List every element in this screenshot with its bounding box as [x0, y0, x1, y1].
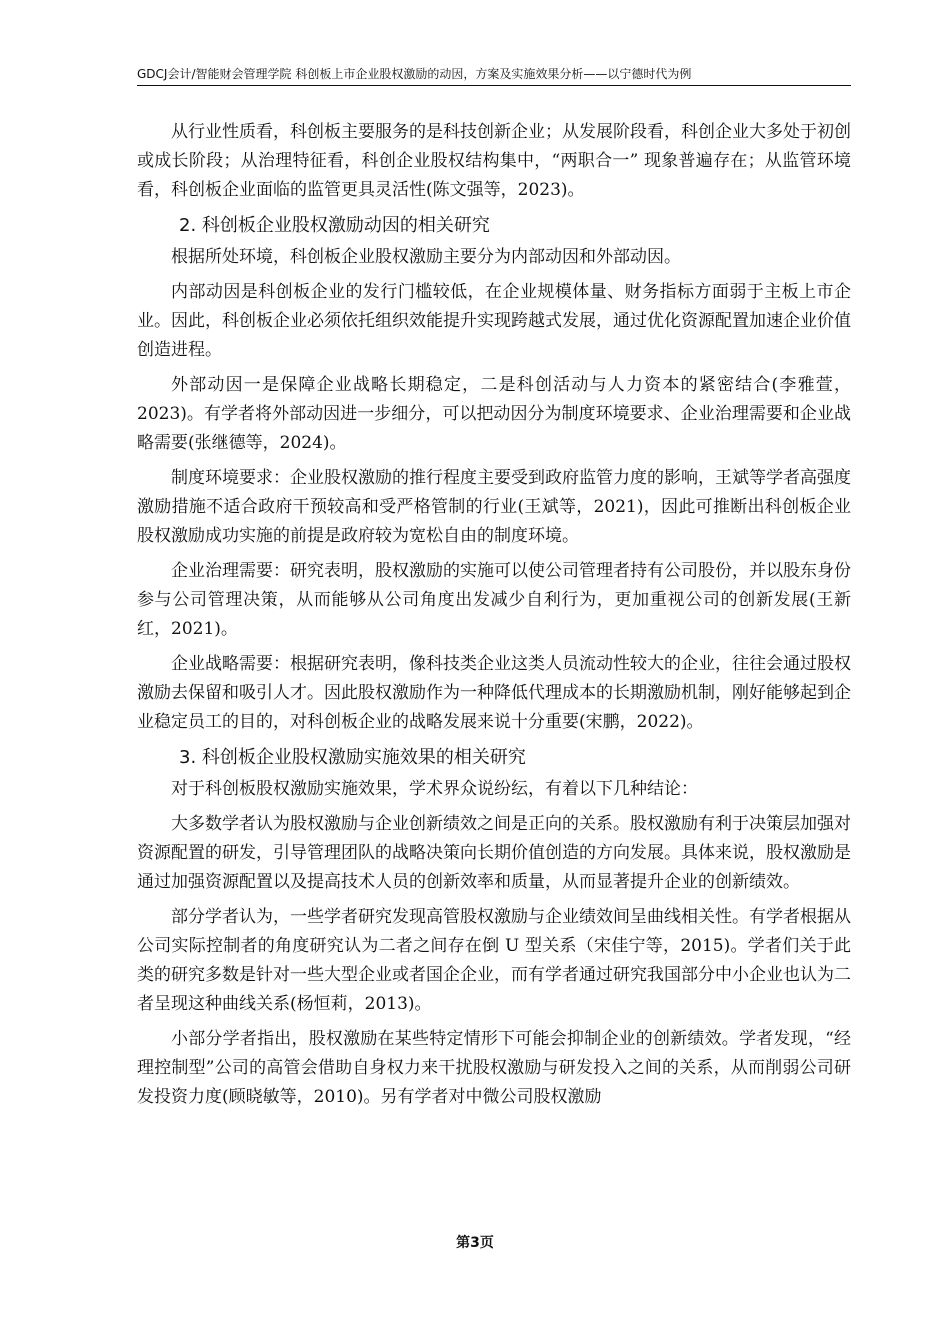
header-divider	[137, 85, 851, 86]
paragraph: 外部动因一是保障企业战略长期稳定，二是科创活动与人力资本的紧密结合(李雅萱，2023)。有学者将外部动因进一步细分，可以把动因分为制度环境要求、企业治理需要和企业战略需要(张继德等，2024)。	[137, 375, 851, 453]
paragraph: 企业战略需要：根据研究表明，像科技类企业这类人员流动性较大的企业，往往会通过股权激励去保留和吸引人才。因此股权激励作为一种降低代理成本的长期激励机制，刚好能够起到企业稳定员工的目的，对科创板企业的战略发展来说十分重要(宋鹏，2022)。	[137, 654, 851, 732]
running-header: GDCJ会计/智能财会管理学院 科创板上市企业股权激励的动因，方案及实施效果分析——以宁德时代为例	[137, 67, 692, 81]
paragraph: 根据所处环境，科创板企业股权激励主要分为内部动因和外部动因。	[171, 247, 681, 267]
document-body	[137, 118, 851, 1118]
section-heading: 3. 科创板企业股权激励实施效果的相关研究	[179, 747, 526, 768]
paragraph: 大多数学者认为股权激励与企业创新绩效之间是正向的关系。股权激励有利于决策层加强对资源配置的研发，引导管理团队的战略决策向长期价值创造的方向发展。具体来说，股权激励是通过加强资源配置以及提高技术人员的创新效率和质量，从而显著提升企业的创新绩效。	[137, 814, 851, 892]
paragraph: 部分学者认为，一些学者研究发现高管股权激励与企业绩效间呈曲线相关性。有学者根据从公司实际控制者的角度研究认为二者之间存在倒 U 型关系（宋佳宁等，2015)。学者们关于此类的研究多数是针对一些大型企业或者国企企业，而有学者通过研究我国部分中小企业也认为二者呈现这种曲线关系(杨恒莉，2013)。	[137, 907, 851, 1014]
paragraph: 制度环境要求：企业股权激励的推行程度主要受到政府监管力度的影响，王斌等学者高强度激励措施不适合政府干预较高和受严格管制的行业(王斌等，2021)，因此可推断出科创板企业股权激励成功实施的前提是政府较为宽松自由的制度环境。	[137, 468, 851, 546]
paragraph: 小部分学者指出，股权激励在某些特定情形下可能会抑制企业的创新绩效。学者发现，“经理控制型”公司的高管会借助自身权力来干扰股权激励与研发投入之间的关系，从而削弱公司研发投资力度(顾晓敏等，2010)。另有学者对中微公司股权激励	[137, 1029, 851, 1107]
paragraph: 内部动因是科创板企业的发行门槛较低，在企业规模体量、财务指标方面弱于主板上市企业。因此，科创板企业必须依托组织效能提升实现跨越式发展，通过优化资源配置加速企业价值创造进程。	[137, 282, 851, 360]
section-heading: 2. 科创板企业股权激励动因的相关研究	[179, 215, 490, 236]
paragraph: 企业治理需要：研究表明，股权激励的实施可以使公司管理者持有公司股份，并以股东身份参与公司管理决策，从而能够从公司角度出发减少自利行为，更加重视公司的创新发展(王新红，2021)。	[137, 561, 851, 639]
page-number: 第3页	[456, 1235, 494, 1251]
paragraph: 对于科创板股权激励实施效果，学术界众说纷纭，有着以下几种结论：	[171, 779, 698, 799]
paragraph: 从行业性质看，科创板主要服务的是科技创新企业；从发展阶段看，科创企业大多处于初创或成长阶段；从治理特征看，科创企业股权结构集中，“两职合一” 现象普遍存在；从监管环境看，科创板企业面临的监管更具灵活性(陈文强等，2023)。	[137, 122, 851, 200]
